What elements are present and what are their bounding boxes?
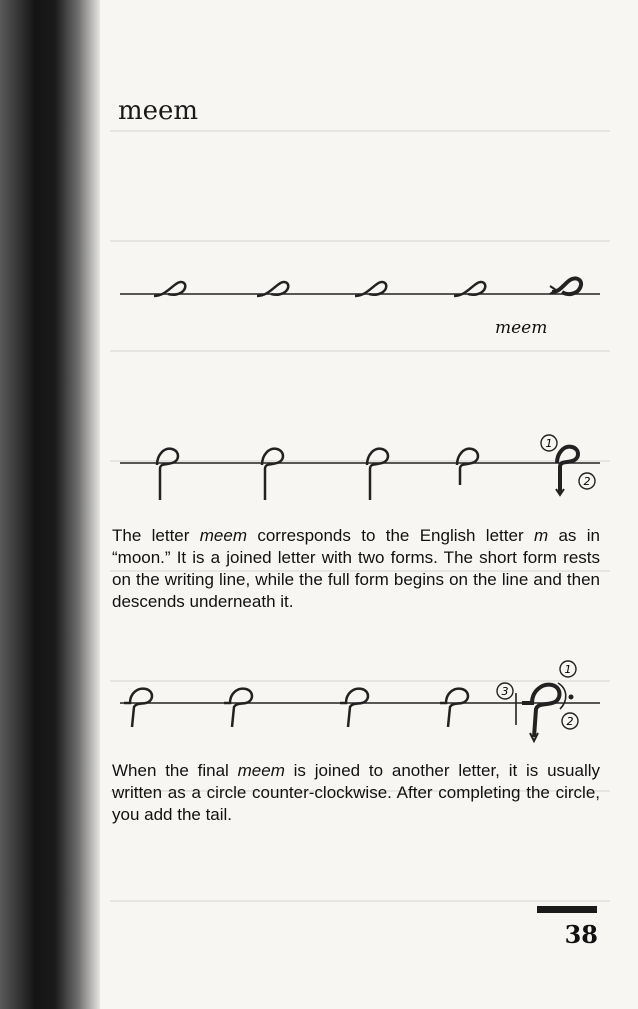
meem-full-3 <box>367 449 388 500</box>
full-form-strokes <box>112 425 607 510</box>
meem-full-2 <box>262 449 283 500</box>
svg-text:2: 2 <box>583 475 591 488</box>
svg-text:1: 1 <box>545 437 553 450</box>
meem-short-model <box>552 278 581 294</box>
meem-final-4 <box>440 689 468 727</box>
practice-row-final-form <box>112 655 607 765</box>
page-number: 38 <box>564 920 598 949</box>
stroke-number-2 <box>579 473 595 489</box>
meem-final-model <box>522 685 560 737</box>
meem-full-model <box>557 447 578 493</box>
meem-full-1 <box>157 449 178 500</box>
meem-final-1 <box>124 689 152 727</box>
page-number-bar <box>537 906 597 913</box>
practice-row-full-form <box>112 425 607 510</box>
paragraph-final-meem: When the final meem is joined to another letter, it is usually written as a circle counter-clockwise. After completing the circle, you add the tail. <box>112 761 600 824</box>
meem-final-3 <box>340 689 368 727</box>
meem-final-2 <box>224 689 252 727</box>
row1-caption: meem <box>495 318 548 338</box>
section-heading: meem <box>118 96 199 126</box>
book-spine-shadow <box>0 0 100 1009</box>
dot-marker <box>569 695 574 700</box>
meem-final-glyphs <box>124 683 566 741</box>
stroke-number-1 <box>541 435 557 451</box>
final-form-strokes <box>112 655 607 765</box>
stroke-number-2 <box>562 713 578 729</box>
stroke-number-1 <box>560 661 576 677</box>
svg-text:1: 1 <box>564 663 572 676</box>
meem-full-glyphs <box>157 447 578 500</box>
paragraph-meem-description: The letter meem corresponds to the English letter m as in “moon.” It is a joined letter with two forms. The short form rests on the writing line, while the full form begins on the line and then descends underneath it. <box>112 526 600 611</box>
stroke-number-3 <box>497 683 513 699</box>
svg-text:2: 2 <box>566 715 574 728</box>
meem-full-4 <box>457 449 478 485</box>
svg-text:3: 3 <box>501 685 509 698</box>
